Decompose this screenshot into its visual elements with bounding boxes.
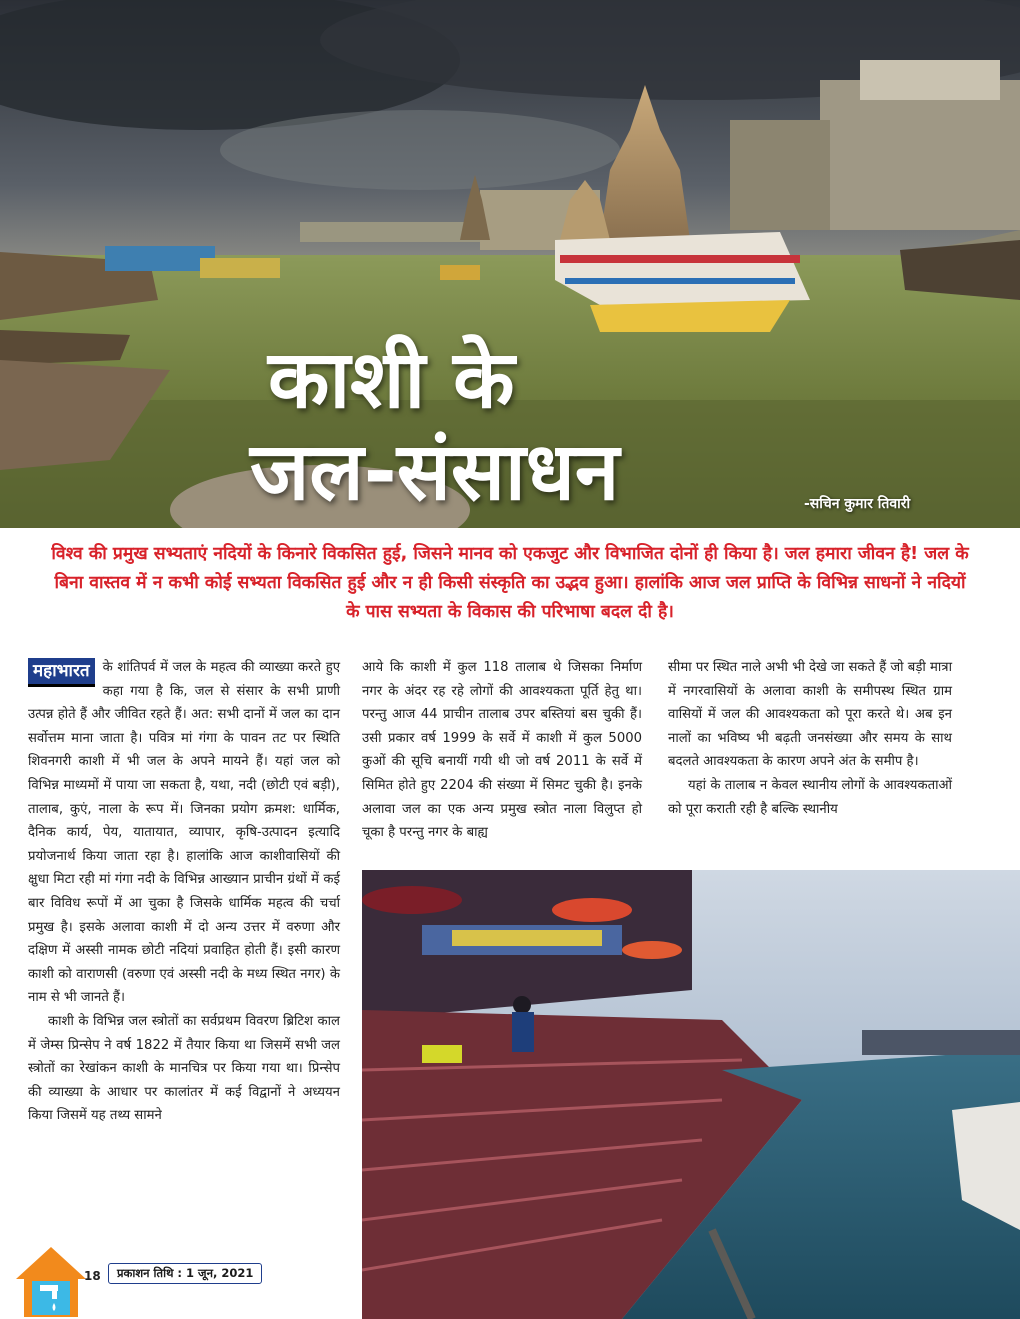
col1-paragraph-1-text: के शांतिपर्व में जल के महत्व की व्याख्या करते हुए कहा गया है कि, जल से संसार के सभी प्राणी उत्पन्न होते हैं और जीवित रहते हैं। अत: सभी दानों में जल का दान सर्वोत्तम माना जाता है। पवित्र मां गंगा के पावन तट पर स्थिति शिवनगरी काशी में भी जल के अपने मायने हैं। यहां जल को विभिन्न माध्यमों में पाया जा सकता है, यथा, नदी (छोटी एवं बड़ी), तालाब, कुएं, नाला के रूप में। जिनका प्रयोग क्रमश: धार्मिक, दैनिक कार्य, पेय, यातायात, व्यापार, कृषि-उत्पादन इत्यादि प्रयोजनार्थ किया जाता रहा है। हालांकि आज काशीवासियों की क्षुधा मिटा रही मां गंगा नदी के विभिन्न आख्यान प्राचीन ग्रंथों में कई बार विविध रूपों में आ चुका है जिसके धार्मिक महत्व की चर्चा प्रमुख है। इसके अलावा काशी में दो अन्य उत्तर में वरुणा और दक्षिण में अस्सी नामक छोटी नदियां प्रवाहित होती हैं। इसी कारण काशी को वाराणसी (वरुणा एवं अस्सी नदी के मध्य स्थित नगर) के नाम से भी जानते हैं।: [28, 660, 340, 1006]
intro-paragraph: विश्व की प्रमुख सभ्यताएं नदियों के किनारे विकसित हुई, जिसने मानव को एकजुट और विभाजित दोनों ही किया है। जल हमारा जीवन है! जल के बिना वास्तव में न कभी कोई सभ्यता विकसित हुई और न ही किसी संस्कृति का उद्भव हुआ। हालांकि आज जल प्राप्ति के विभिन्न साधनों ने नदियों के पास सभ्यता के विकास की परिभाषा बदल दी है।: [51, 544, 969, 622]
column-1: [28, 656, 340, 1128]
ghat-steps-river-image: [362, 870, 1020, 1319]
column-3: [668, 656, 952, 821]
page-number: 18: [84, 1269, 101, 1283]
author-byline: -सचिन कुमार तिवारी: [804, 496, 911, 512]
col3-paragraph-1: सीमा पर स्थित नाले अभी भी देखे जा सकते हैं जो बड़ी मात्रा में नगरवासियों के अलावा काशी के समीपस्थ स्थित ग्राम वासियों में जल की आवश्यकता को पूरा करते थे। अब इन नालों का भविष्य भी बढ़ती जनसंख्या और समय के साथ बदलते आवश्यकता के कारण अपने अंत के समीप है।: [668, 660, 952, 770]
col1-paragraph-2: काशी के विभिन्न जल स्त्रोतों का सर्वप्रथम विवरण ब्रिटिश काल में जेम्स प्रिन्सेप ने वर्ष 1822 में तैयार किया था जिसमें सभी जल स्त्रोतों का रेखांकन काशी के मानचित्र पर किया गया था। प्रिन्सेप की व्याख्या के आधार पर कालांतर में कई विद्वानों ने अध्ययन किया जिसमें यह तथ्य सामने: [28, 1013, 340, 1124]
col3-paragraph-2: यहां के तालाब न केवल स्थानीय लोगों के आवश्यकताओं को पूरा कराती रही है बल्कि स्थानीय: [668, 777, 952, 817]
title-line-2: जल-संसाधन: [250, 425, 620, 518]
title-line-1: काशी के: [268, 333, 515, 426]
col2-paragraph-1: आये कि काशी में कुल 118 तालाब थे जिसका निर्माण नगर के अंदर रह रहे लोगों की आवश्यकता पूर्ति हेतु था। परन्तु आज 44 प्राचीन तालाब उपर बस्तियां बस चुकी हैं। उसी प्रकार वर्ष 1999 के सर्वे में काशी में कुल 5000 कुओं की सूचि बनायीं गयी थी जो वर्ष 2011 के सर्वे में सिमित होते हुए 2204 की संख्या में सिमट चुकी है। इनके अलावा जल का एक अन्य प्रमुख स्त्रोत नाला विलुप्त हो चूका है परन्तु नगर के बाह्य: [362, 660, 642, 841]
publication-date: प्रकाशन तिथि : 1 जून, 2021: [108, 1263, 262, 1284]
article-title: [250, 333, 770, 518]
ghat-evening-photo: [362, 870, 1020, 1319]
col1-paragraph-1: [28, 656, 340, 1010]
water-house-logo-icon: [12, 1243, 90, 1319]
column-2: [362, 656, 642, 845]
dropcap-word: महाभारत: [28, 658, 95, 687]
